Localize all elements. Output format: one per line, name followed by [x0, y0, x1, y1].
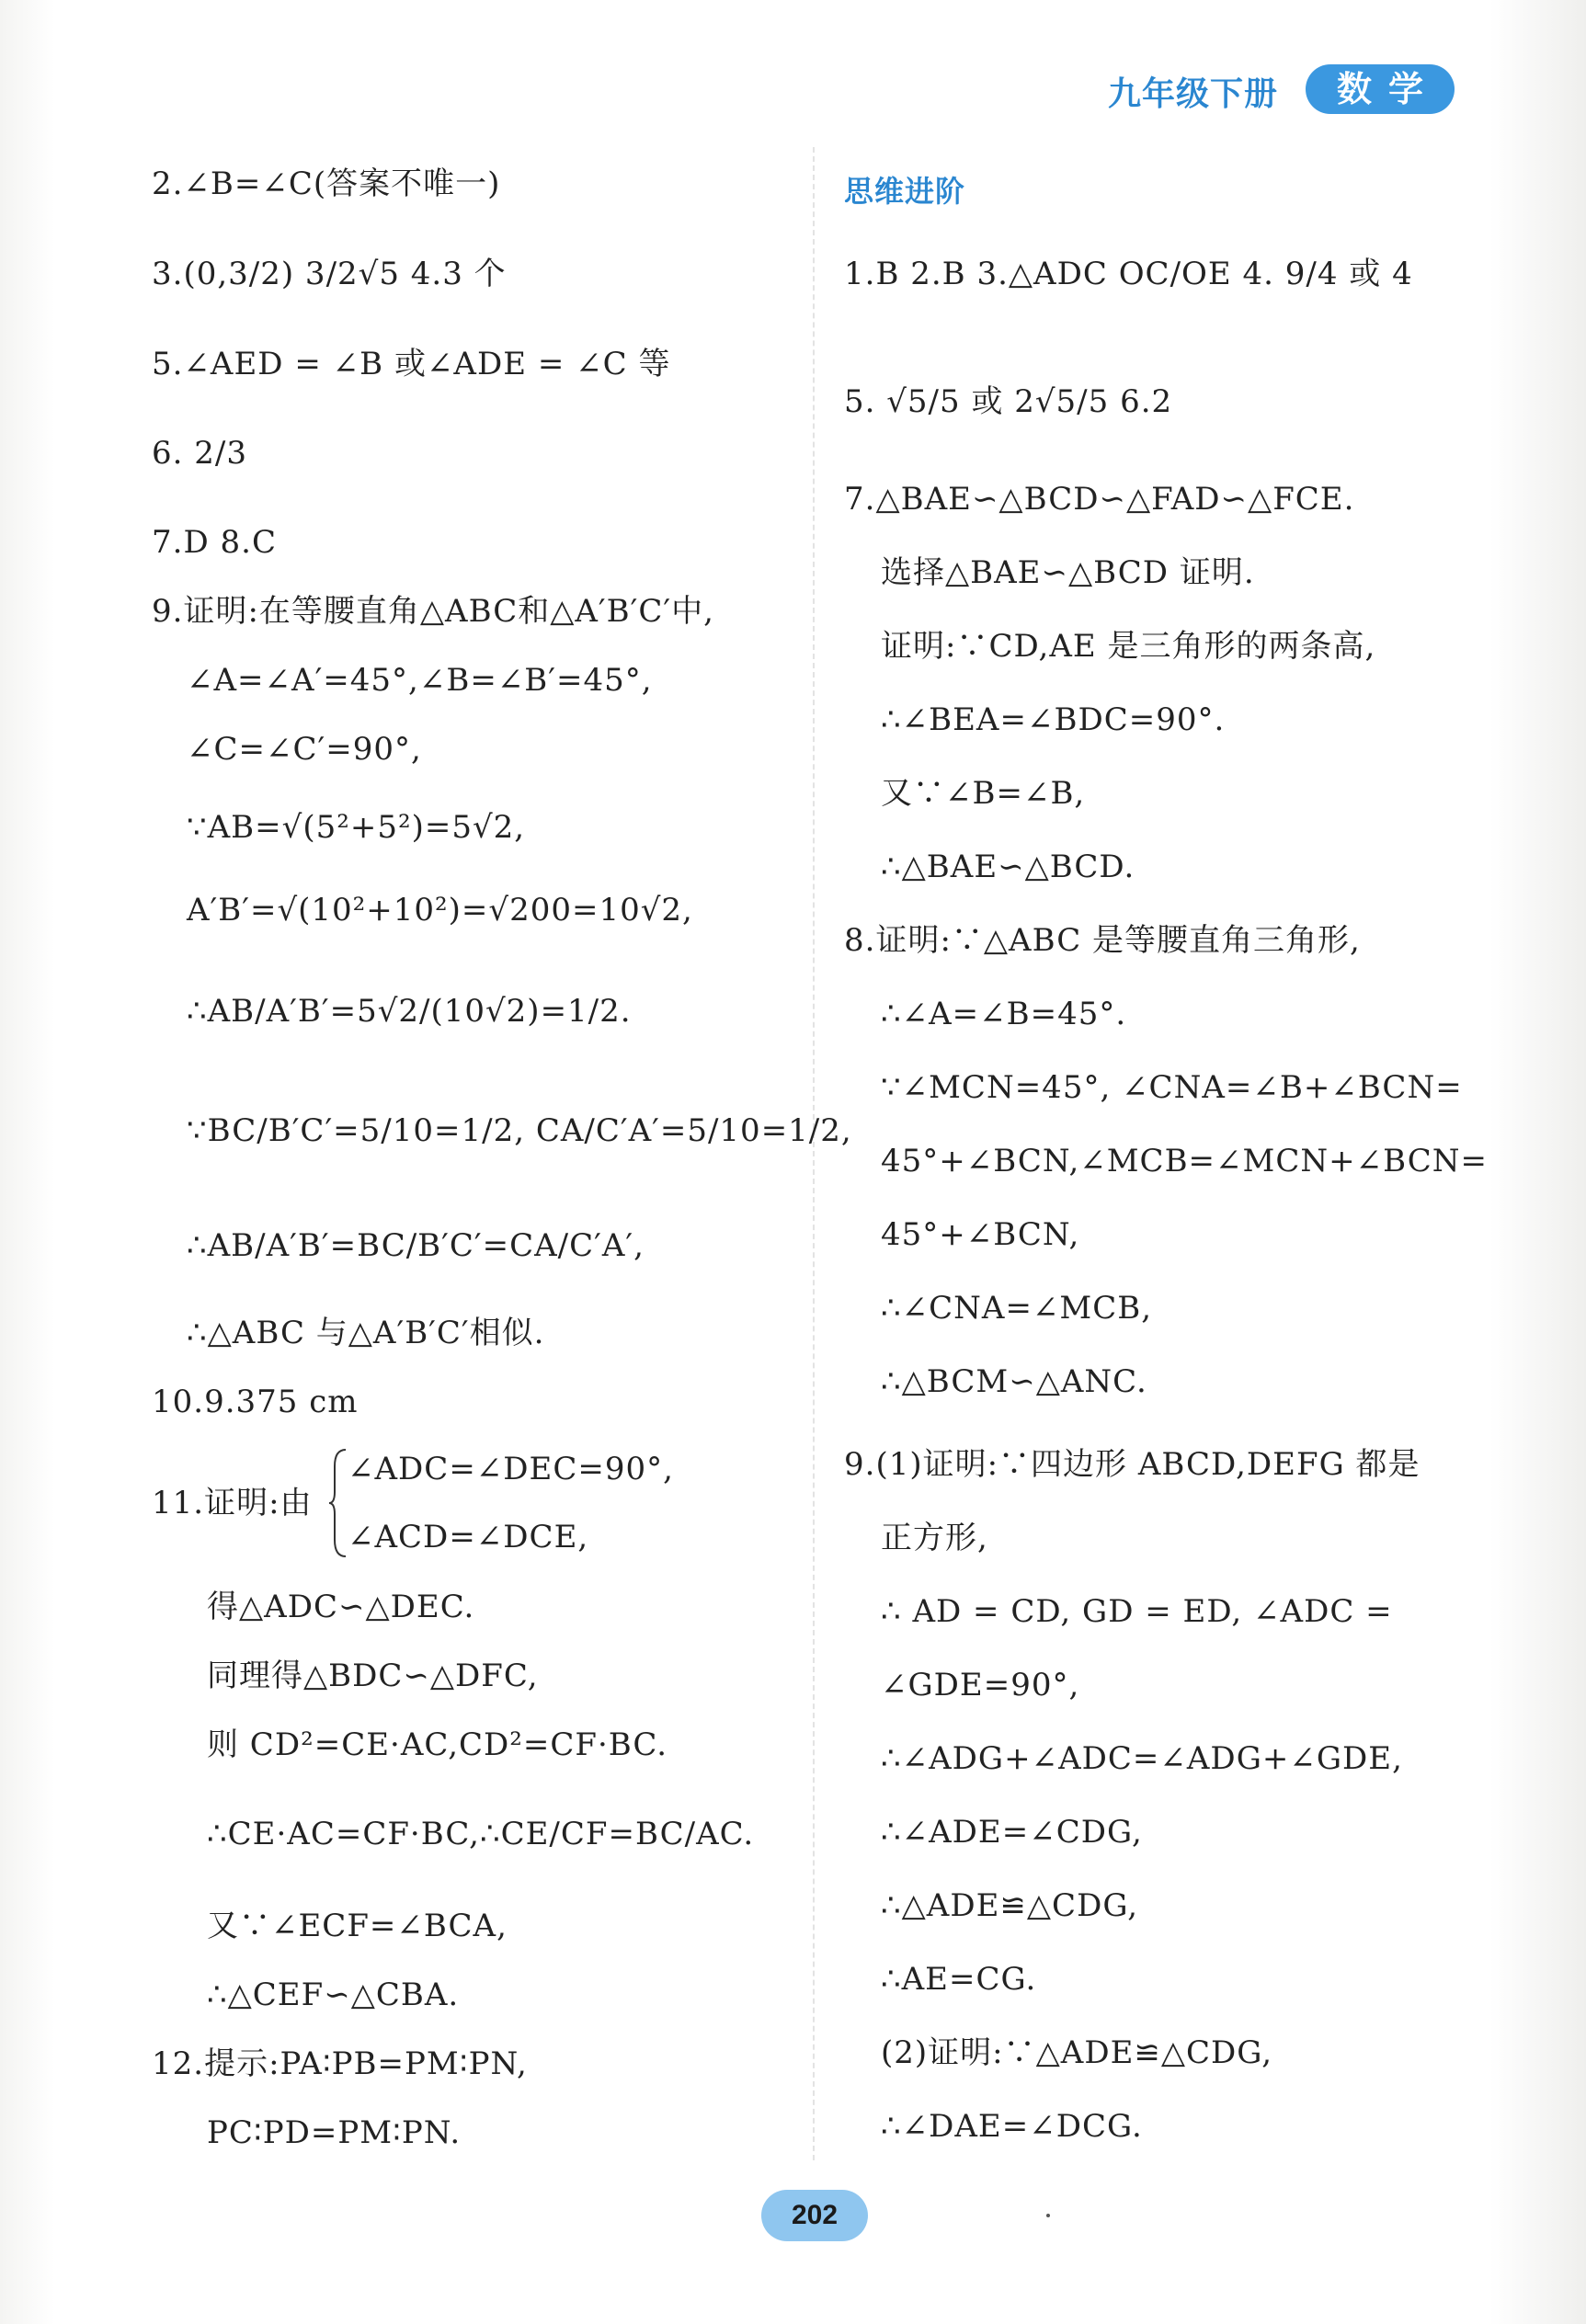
answer-line: ∠ACD=∠DCE, [348, 1519, 589, 1555]
answer-line: ∴△BCM∽△ANC. [881, 1363, 1147, 1400]
answer-line: 7.△BAE∽△BCD∽△FAD∽△FCE. [844, 481, 1355, 518]
answer-line: 1.B 2.B 3.△ADC OC/OE 4. 9/4 或 4 [844, 256, 1413, 292]
answer-line: 9.(1)证明:∵四边形 ABCD,DEFG 都是 [844, 1446, 1421, 1483]
scan-speck [1046, 2214, 1050, 2217]
answer-line: ∴∠ADE=∠CDG, [881, 1814, 1143, 1851]
page-number: 202 [761, 2190, 868, 2241]
answer-line: ∴CE·AC=CF·BC,∴CE/CF=BC/AC. [207, 1816, 755, 1852]
answer-line: 12.提示:PA∶PB=PM∶PN, [152, 2045, 528, 2082]
answer-line: 6. 2/3 [152, 435, 247, 472]
answer-line: ∠C=∠C′=90°, [187, 731, 422, 768]
answer-line: ∴∠CNA=∠MCB, [881, 1290, 1153, 1327]
answer-line: ∠ADC=∠DEC=90°, [348, 1451, 674, 1487]
answer-line: (2)证明:∵△ADE≌△CDG, [881, 2034, 1273, 2071]
answer-line: ∴∠BEA=∠BDC=90°. [881, 701, 1226, 738]
answer-line: ∴∠ADG+∠ADC=∠ADG+∠GDE, [881, 1740, 1403, 1777]
answer-line: 8.证明:∵△ABC 是等腰直角三角形, [844, 922, 1361, 959]
answer-line: A′B′=√(10²+10²)=√200=10√2, [187, 892, 693, 928]
answer-line: 3.(0,3/2) 3/2√5 4.3 个 [152, 256, 507, 292]
header-subject-badge: 数学 [1306, 64, 1455, 114]
answer-line: 11.证明:由 [152, 1485, 313, 1521]
answer-line: ∴△ABC 与△A′B′C′相似. [187, 1315, 545, 1351]
answer-line: ∴AB/A′B′=BC/B′C′=CA/C′A′, [187, 1227, 645, 1264]
answer-line: ∴∠DAE=∠DCG. [881, 2108, 1143, 2145]
answer-line: 45°+∠BCN, [881, 1216, 1080, 1253]
answer-line: ∠A=∠A′=45°,∠B=∠B′=45°, [187, 662, 653, 699]
answer-line: ∵BC/B′C′=5/10=1/2, CA/C′A′=5/10=1/2, [187, 1112, 852, 1149]
answer-line: ∴AE=CG. [881, 1961, 1037, 1998]
answer-line: 又∵∠B=∠B, [881, 775, 1086, 812]
answer-line: ∵AB=√(5²+5²)=5√2, [187, 809, 526, 846]
answer-line: 同理得△BDC∽△DFC, [207, 1658, 539, 1694]
answer-line: 7.D 8.C [152, 524, 277, 561]
answer-line: 正方形, [881, 1520, 988, 1556]
answer-line: ∴AB/A′B′=5√2/(10√2)=1/2. [187, 993, 632, 1030]
answer-line: ∴△ADE≌△CDG, [881, 1887, 1139, 1924]
answer-line: 证明:∵CD,AE 是三角形的两条高, [881, 628, 1376, 665]
answer-line: ∴△BAE∽△BCD. [881, 849, 1135, 885]
answer-line: 5. √5/5 或 2√5/5 6.2 [844, 383, 1173, 420]
answer-line: 10.9.375 cm [152, 1384, 359, 1420]
section-title: 思维进阶 [844, 174, 966, 209]
answer-line: ∴ AD = CD, GD = ED, ∠ADC = [881, 1593, 1393, 1630]
answer-line: 5.∠AED = ∠B 或∠ADE = ∠C 等 [152, 346, 671, 382]
answer-line: ∵∠MCN=45°, ∠CNA=∠B+∠BCN= [881, 1069, 1463, 1106]
header-grade-label: 九年级下册 [1108, 74, 1279, 113]
answer-line: 选择△BAE∽△BCD 证明. [881, 554, 1255, 591]
answer-line: 则 CD²=CE·AC,CD²=CF·BC. [207, 1726, 668, 1763]
column-divider [813, 147, 815, 2160]
answer-line: ∴△CEF∽△CBA. [207, 1977, 460, 2013]
answer-line: 9.证明:在等腰直角△ABC和△A′B′C′中, [152, 593, 714, 630]
answer-line: PC∶PD=PM∶PN. [207, 2114, 462, 2151]
brace-icon [327, 1448, 348, 1558]
answer-line: 45°+∠BCN,∠MCB=∠MCN+∠BCN= [881, 1143, 1488, 1179]
answer-line: ∴∠A=∠B=45°. [881, 996, 1127, 1032]
answer-line: 又∵∠ECF=∠BCA, [207, 1908, 508, 1944]
answer-line: 2.∠B=∠C(答案不唯一) [152, 165, 501, 202]
answer-line: 得△ADC∽△DEC. [207, 1589, 475, 1625]
answer-line: ∠GDE=90°, [881, 1667, 1080, 1703]
